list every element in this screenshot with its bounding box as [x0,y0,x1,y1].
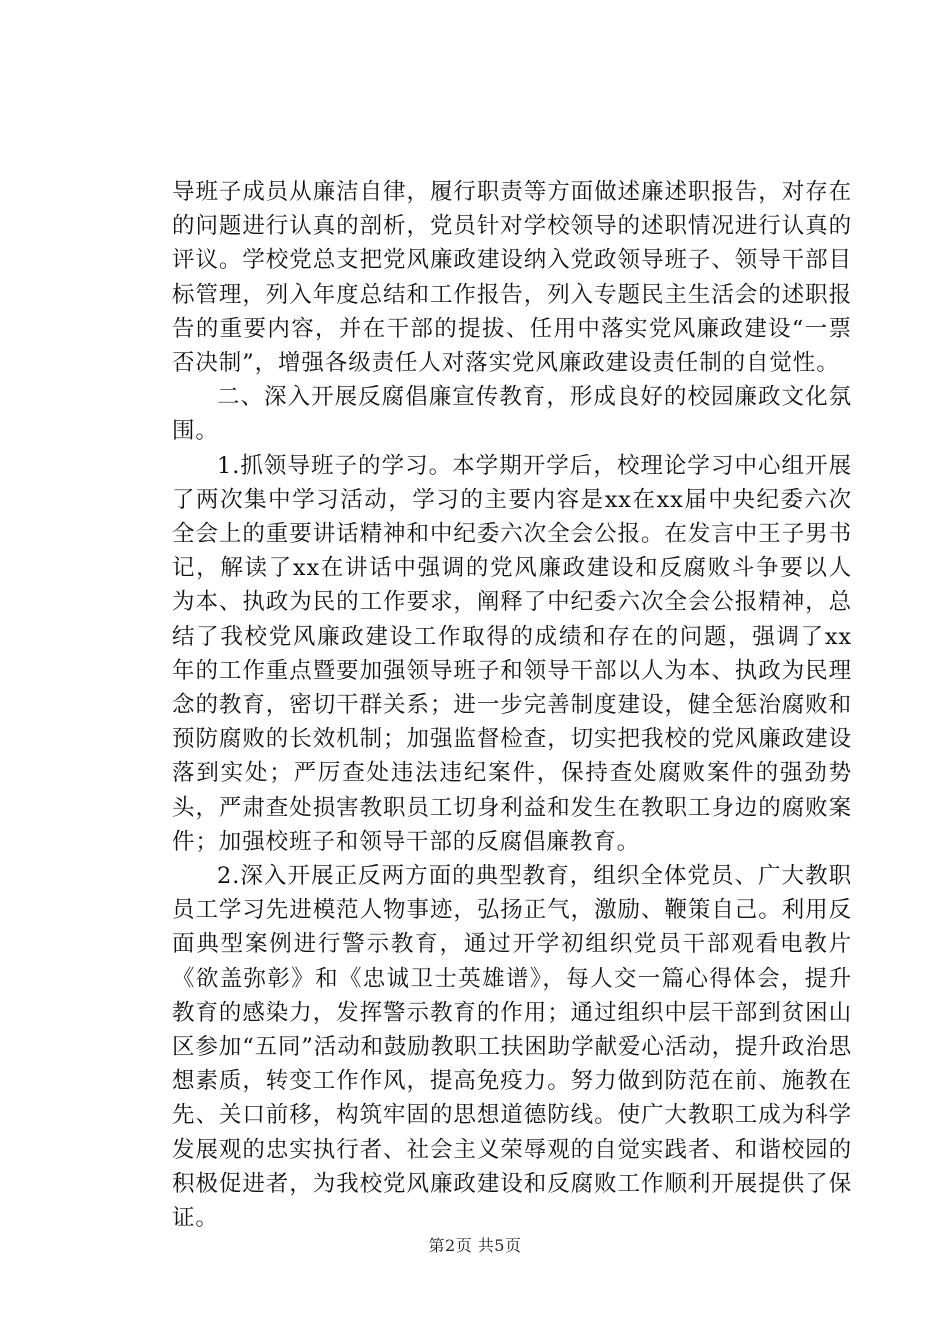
section-heading: 二、深入开展反腐倡廉宣传教育，形成良好的校园廉政文化氛围。 [172,384,852,445]
document-body [172,175,852,1235]
paragraph-2: 1.抓领导班子的学习。本学期开学后，校理论学习中心组开展了两次集中学习活动，学习的主要内容是xx在xx届中央纪委六次全会上的重要讲话精神和中纪委六次全会公报。在发言中王子男书记，解读了xx在讲话中强调的党风廉政建设和反腐败斗争要以人为本、执政为民的工作要求，阐释了中纪委六次全会公报精神，总结了我校党风廉政建设工作取得的成绩和存在的问题，强调了xx年的工作重点暨要加强领导班子和领导干部以人为本、执政为民理念的教育，密切干群关系；进一步完善制度建设，健全惩治腐败和预防腐败的长效机制；加强监督检查，切实把我校的党风廉政建设落到实处；严厉查处违法违纪案件，保持查处腐败案件的强劲势头，严肃查处损害教职员工切身利益和发生在教职工身边的腐败案件；加强校班子和领导干部的反腐倡廉教育。 [172,452,852,855]
paragraph-1: 导班子成员从廉洁自律，履行职责等方面做述廉述职报告，对存在的问题进行认真的剖析，党员针对学校领导的述职情况进行认真的评议。学校党总支把党风廉政建设纳入党政领导班子、领导干部目标管理，列入年度总结和工作报告，列入专题民主生活会的述职报告的重要内容，并在干部的提拔、任用中落实党风廉政建设“一票否决制”，增强各级责任人对落实党风廉政建设责任制的自觉性。 [172,179,852,377]
paragraph-3: 2.深入开展正反两方面的典型教育，组织全体党员、广大教职员工学习先进模范人物事迹，弘扬正气，激励、鞭策自己。利用反面典型案例进行警示教育，通过开学初组织党员干部观看电教片《欲盖弥彰》和《忠诚卫士英雄谱》，每人交一篇心得体会，提升教育的感染力，发挥警示教育的作用；通过组织中层干部到贫困山区参加“五同”活动和鼓励教职工扶困助学献爱心活动，提升政治思想素质，转变工作作风，提高免疫力。努力做到防范在前、施教在先、关口前移，构筑牢固的思想道德防线。使广大教职工成为科学发展观的忠实执行者、社会主义荣辱观的自觉实践者、和谐校园的积极促进者，为我校党风廉政建设和反腐败工作顺利开展提供了保证。 [172,863,853,1232]
page-number-footer: 第2页 共5页 [428,1236,522,1255]
